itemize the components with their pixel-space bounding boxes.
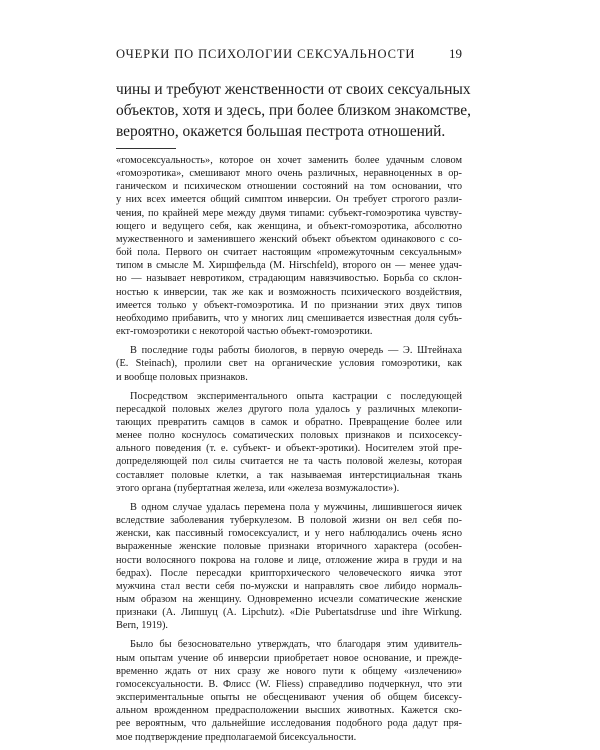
footnote-line: ным опытам учение об инверсии приобретает новое основание, и прежде- bbox=[116, 652, 462, 664]
main-text bbox=[116, 79, 471, 142]
footnote-line: Посредством экспериментального опыта кастрации с последующей bbox=[130, 390, 462, 402]
running-header bbox=[116, 46, 462, 62]
footnote-line: ект-гомоэротики с некоторой частью объект-гомоэротики. bbox=[116, 326, 373, 338]
footnote-line: мое подтверждение предполагаемой бисексуальности. bbox=[116, 731, 357, 743]
footnote-line: бой пола. Первого он считает настоящим «промежуточным сексуальным» bbox=[116, 247, 462, 259]
footnote-line: В последние годы работы биологов, в первую очередь — Э. Штейнаха bbox=[130, 345, 462, 357]
footnote-line: бедрах). После пересадки крипторхического человеческого яичка этот bbox=[116, 567, 462, 579]
footnote-line: «гомосексуальность», которое он хочет заменить более удачным словом bbox=[116, 155, 462, 166]
footnote-paragraph bbox=[116, 390, 462, 495]
footnote-line: В одном случае удалась перемена пола у мужчины, лишившегося яичек bbox=[130, 501, 462, 513]
footnote-line: выраженные женские половые признаки вторичного характера (особен- bbox=[116, 541, 462, 553]
footnote-line: мужчина стал вести себя по-мужски и направлять свое либидо нормаль- bbox=[116, 580, 462, 592]
footnote-paragraph bbox=[116, 638, 462, 743]
running-title: ОЧЕРКИ ПО ПСИХОЛОГИИ СЕКСУАЛЬНОСТИ bbox=[116, 47, 416, 61]
footnote-line: (E. Steinach), пролили свет на органические условия гомоэротики, как bbox=[116, 358, 462, 370]
footnote-line: ганическом и психическом отношении состояний на том основании, что bbox=[116, 181, 462, 193]
footnote-line: но — называет невротиком, страдающим навязчивостью. Борьба со склон- bbox=[116, 273, 462, 285]
footnote-line: ального поведения (т. е. субъект- и объект-эротики). Носителем этой пре- bbox=[116, 443, 462, 455]
footnote-line: Bern, 1919). bbox=[116, 620, 168, 632]
footnote-line: ным образом на женщину. Одновременно исчезли соматические женские bbox=[116, 594, 462, 605]
main-text-line: вероятно, окажется большая пестрота отношений. bbox=[116, 123, 446, 140]
footnote-line: гомосексуальности. В. Флисс (W. Fliess) справедливо подчеркнул, что эти bbox=[116, 678, 462, 690]
footnote-line: признаки (А. Липшуц (A. Lipchutz). «Die Pubertatsdruse und ihre Wirkung. bbox=[116, 607, 462, 619]
footnote-line: этого органа (пубертатная железа, или «железа возмужалости»). bbox=[116, 482, 400, 494]
footnote-line: вследствие заболевания туберкулезом. В половой жизни он вел себя по- bbox=[116, 515, 462, 527]
footnote-line: имеется только у объект-гомоэротика. И по признании этих двух типов bbox=[116, 299, 462, 311]
footnote-paragraph bbox=[116, 154, 462, 338]
footnote-line: ностью к инверсии, так же как и возможность психического воздействия, bbox=[116, 286, 462, 298]
page-number: 19 bbox=[449, 46, 462, 61]
footnote-line: Было бы безосновательно утверждать, что благодаря этим удивитель- bbox=[130, 639, 462, 651]
footnote-separator bbox=[116, 148, 176, 149]
footnote-line: «гомоэротика», смешивают много очень различных, неравноценных в ор- bbox=[116, 168, 462, 180]
footnote-line: допределяющей пол силы считается не та часть половой железы, которая bbox=[116, 456, 462, 468]
footnote-line: пересадкой половых желез другого пола удалось у различных млекопи- bbox=[116, 403, 462, 415]
footnote-line: мужественного и заменившего женский объект объектом одинакового с со- bbox=[116, 233, 462, 245]
footnote-line: типом в смысле М. Хиршфельда (M. Hirschfeld), второго он — менее удач- bbox=[116, 260, 462, 272]
footnote-line: экспериментальные опыты не обесценивают учения об общем бисексу- bbox=[116, 692, 462, 704]
footnote-line: у них всех имеется общий симптом инверсии. Он требует строгого разли- bbox=[116, 194, 462, 206]
footnote-line: временно ждать от них сразу же нового пути к общему «излечению» bbox=[116, 665, 462, 677]
footnote-line: и вообще половых признаков. bbox=[116, 371, 248, 383]
footnote-line: ющего и ведущего себя, как женщина, и объект-гомоэротика, абсолютно bbox=[116, 220, 462, 232]
footnote-line: ности волосяного покрова на голове и лице, отложение жира в груди и на bbox=[116, 554, 462, 566]
footnote-line: альном врожденном предрасположении высших животных. Кажется ско- bbox=[116, 705, 462, 717]
footnote-paragraph bbox=[116, 344, 462, 383]
footnote-line: менее полно коснулось соматических половых признаков и психосексу- bbox=[116, 430, 462, 442]
footnote-line: женски, как пассивный гомосексуалист, и у него наблюдались очень ясно bbox=[116, 528, 462, 540]
footnote-line: чения, по крайней мере между двумя типами: субъект-гомоэротика чувству- bbox=[116, 207, 462, 219]
main-text-line: объектов, хотя и здесь, при более близком знакомстве, bbox=[116, 102, 471, 119]
footnote-line: тающих превратить самцов в самок и обратно. Превращение более или bbox=[116, 416, 462, 428]
main-text-line: чины и требуют женственности от своих сексуальных bbox=[116, 81, 471, 98]
footnote-paragraph bbox=[116, 501, 462, 633]
footnote-line: необходимо прибавить, что у многих лиц смешивается известная доля субъ- bbox=[116, 312, 462, 324]
footnote-line: составляет половые клетки, а так называемая интерстициальная ткань bbox=[116, 469, 462, 481]
footnote-line: рее вероятным, что дальнейшие исследования подобного рода дадут пря- bbox=[116, 718, 462, 730]
footnote bbox=[116, 154, 462, 744]
